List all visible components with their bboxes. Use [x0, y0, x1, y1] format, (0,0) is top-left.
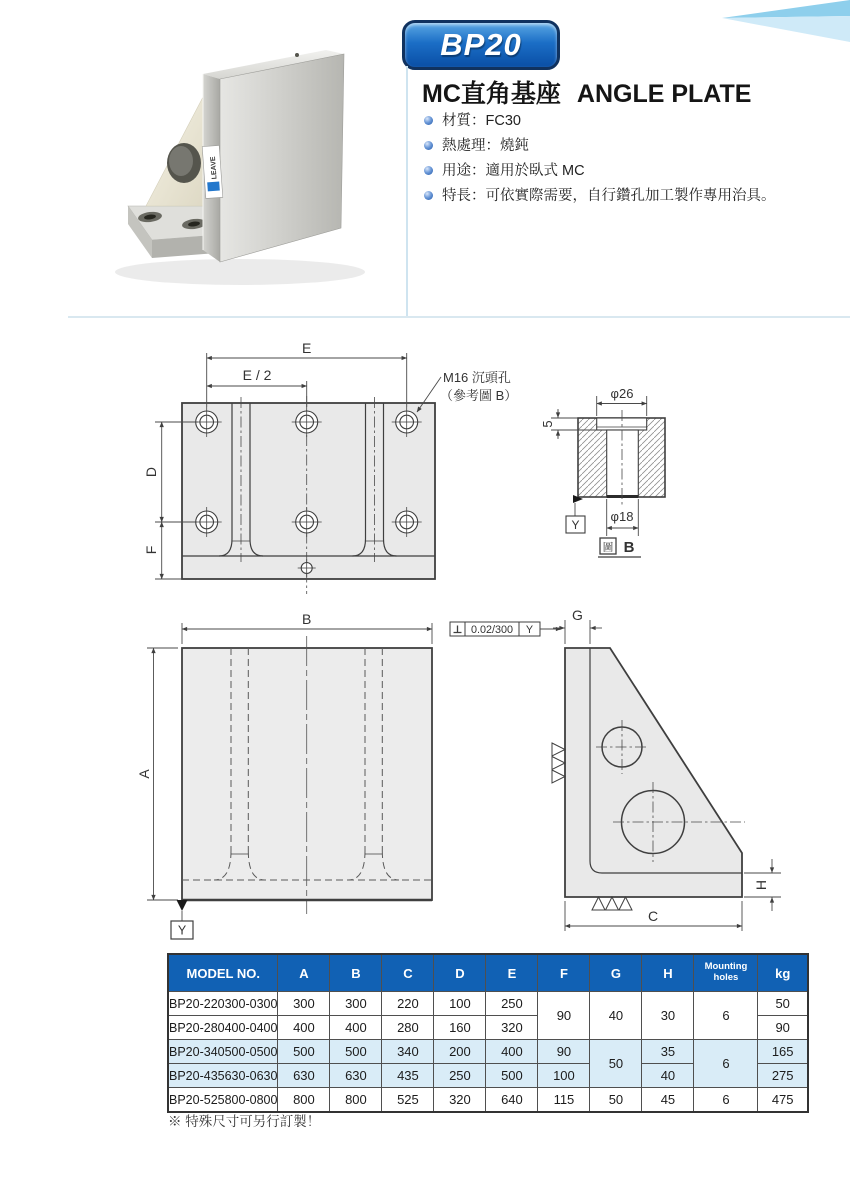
spec-bullet-feature: 特長：可依實際需要，自行鑽孔加工製作專用治具。	[424, 187, 834, 205]
tolerance-datum: Y	[525, 623, 534, 636]
detail-b-section	[578, 410, 665, 506]
title-en: ANGLE PLATE	[576, 80, 752, 108]
table-row: BP20-525800-0800 800 800 525 320 640 115 50 45 6 475	[168, 1088, 808, 1113]
tolerance-frame	[450, 622, 561, 636]
corner-swoosh-decoration	[700, 0, 850, 50]
cell-model: BP20-435630-0630	[168, 1064, 278, 1088]
spec-bullet-usage: 用途：適用於臥式 MC	[424, 162, 834, 180]
brand-sticker	[202, 145, 223, 198]
bullet-icon	[424, 141, 433, 150]
bullet-icon	[424, 116, 433, 125]
col-header-model: MODEL NO.	[168, 954, 278, 992]
page-title	[422, 74, 751, 110]
model-code-text: BP20	[440, 27, 522, 62]
top-view-drawing	[130, 336, 540, 602]
dim-label-h: H	[753, 879, 769, 891]
datum-triangle	[177, 900, 188, 911]
datum-label-y: Y	[177, 923, 187, 938]
title-zh: MC直角基座	[422, 80, 561, 108]
detail-b-caption	[598, 538, 641, 557]
dim-label-g: G	[572, 608, 583, 623]
col-header-mounting-holes: Mounting holes	[694, 954, 758, 992]
machined-surface-marks-left	[552, 743, 565, 783]
col-header-g: G	[590, 954, 642, 992]
caption-letter: B	[623, 539, 635, 556]
dim-label-d: D	[143, 466, 159, 478]
col-header-e: E	[486, 954, 538, 992]
dim-label-e-half: E / 2	[242, 367, 272, 383]
machined-surface-marks-bottom	[592, 897, 632, 910]
horizontal-divider	[68, 316, 850, 318]
col-header-h: H	[642, 954, 694, 992]
table-row: BP20-435630-0630 630 630 435 250 500 100 40 275	[168, 1064, 808, 1088]
dim-label-depth5: 5	[540, 420, 555, 428]
dim-label-dia18: φ18	[610, 509, 634, 524]
dim-label-a: A	[136, 769, 152, 779]
callout-m16-line2: （參考圖 B）	[440, 388, 518, 403]
front-view-plate	[182, 636, 432, 914]
angle-plate-rib	[146, 97, 203, 206]
dim-label-dia26: φ26	[610, 386, 634, 401]
detail-b-drawing	[540, 380, 770, 565]
side-view-body	[552, 648, 745, 910]
side-view-drawing	[440, 608, 792, 948]
spec-bullet-material: 材質：FC30	[424, 112, 834, 130]
cell-model: BP20-280400-0400	[168, 1016, 278, 1040]
product-photo	[60, 20, 390, 310]
bullet-icon	[424, 166, 433, 175]
top-face-hole	[295, 53, 299, 57]
vertical-divider	[406, 66, 408, 317]
table-row: BP20-280400-0400 400 400 280 160 320 90	[168, 1016, 808, 1040]
table-row: BP20-220300-0300 300 300 220 100 250 90 40 30 6 50	[168, 992, 808, 1016]
angle-plate-vertical-plate	[203, 50, 344, 262]
col-header-c: C	[382, 954, 434, 992]
tolerance-value: 0.02/300	[470, 623, 514, 636]
col-header-b: B	[330, 954, 382, 992]
sticker-brand-text: LEAVE	[209, 156, 219, 180]
cell-model: BP20-220300-0300	[168, 992, 278, 1016]
caption-icon-zh: 圖	[602, 541, 614, 554]
dim-label-b: B	[302, 611, 312, 627]
model-code-badge	[402, 20, 560, 70]
dim-label-e: E	[302, 340, 312, 356]
cell-model: BP20-340500-0500	[168, 1040, 278, 1064]
spec-bullet-heat-treatment: 熱處理：燒鈍	[424, 137, 834, 155]
col-header-a: A	[278, 954, 330, 992]
callout-m16-line1: M16 沉頭孔	[443, 370, 511, 385]
footnote: ※ 特殊尺寸可另行訂製！	[168, 1114, 321, 1129]
bullet-icon	[424, 191, 433, 200]
col-header-f: F	[538, 954, 590, 992]
dim-label-c: C	[647, 908, 659, 924]
table-row: BP20-340500-0500 500 500 340 200 400 90 50 35 6 165	[168, 1040, 808, 1064]
spec-table-header-row	[168, 954, 808, 992]
front-view-drawing	[128, 610, 463, 945]
spec-bullet-list	[424, 112, 834, 213]
col-header-d: D	[434, 954, 486, 992]
datum-label-y: Y	[571, 518, 580, 532]
spec-table	[167, 953, 809, 1113]
photo-shadow	[115, 259, 365, 285]
cell-model: BP20-525800-0800	[168, 1088, 278, 1113]
dim-label-f: F	[143, 545, 159, 555]
col-header-kg: kg	[758, 954, 808, 992]
